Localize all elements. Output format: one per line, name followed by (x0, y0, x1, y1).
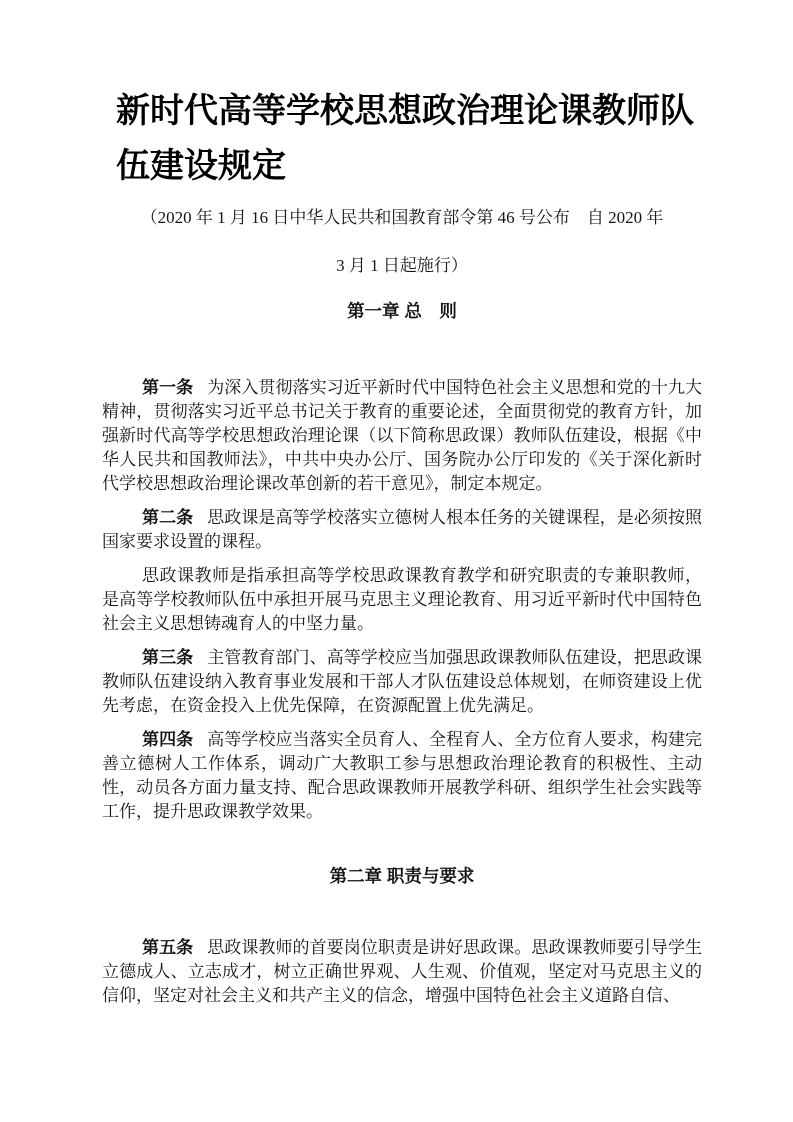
article-three-text: 主管教育部门、高等学校应当加强思政课教师队伍建设，把思政课教师队伍建设纳入教育事业发展和干部人才队伍建设总体规划，在师资建设上优先考虑，在资金投入上优先保障，在资源配置上优先满足。 (102, 648, 703, 715)
article-two-paragraph-two: 思政课教师是指承担高等学校思政课教育教学和研究职责的专兼职教师，是高等学校教师队伍中承担开展马克思主义理论教育、用习近平新时代中国特色社会主义思想铸魂育人的中坚力量。 (102, 566, 702, 633)
article-two-text: 思政课是高等学校落实立德树人根本任务的关键课程，是必须按照国家要求设置的课程。 (102, 508, 703, 551)
article-five-label: 第五条 (142, 938, 194, 957)
article-five (102, 936, 702, 1008)
article-one-label: 第一条 (142, 378, 194, 397)
article-three-label: 第三条 (142, 648, 194, 667)
chapter-two-heading: 第二章 职责与要求 (329, 866, 475, 886)
article-one (102, 376, 702, 496)
article-two-label: 第二条 (142, 508, 194, 527)
document-title: 新时代高等学校思想政治理论课教师队伍建设规定 (116, 93, 694, 185)
promulgation-note (102, 194, 702, 290)
chapter-one-heading: 第一章 总 则 (347, 301, 457, 321)
promulgation-line-2: 3 月 1 日起施行） (336, 256, 468, 275)
article-three (102, 646, 702, 718)
article-one-text: 为深入贯彻落实习近平新时代中国特色社会主义思想和党的十九大精神，贯彻落实习近平总书记关于教育的重要论述，全面贯彻党的教育方针，加强新时代高等学校思想政治理论课（以下简称思政课）教师队伍建设，根据《中华人民共和国教师法》，中共中央办公厅、国务院办公厅印发的《关于深化新时代学校思想政治理论课改革创新的若干意见》，制定本规定。 (102, 378, 703, 493)
article-five-text: 思政课教师的首要岗位职责是讲好思政课。思政课教师要引导学生立德成人、立志成才，树立正确世界观、人生观、价值观，坚定对马克思主义的信仰，坚定对社会主义和共产主义的信念，增强中国特色社会主义道路自信、 (102, 938, 703, 1005)
article-four (102, 728, 702, 824)
article-two (102, 506, 702, 554)
promulgation-line-1: （2020 年 1 月 16 日中华人民共和国教育部令第 46 号公布 自 2020 年 (140, 208, 664, 227)
article-four-label: 第四条 (142, 730, 194, 749)
article-four-text: 高等学校应当落实全员育人、全程育人、全方位育人要求，构建完善立德树人工作体系，调动广大教职工参与思想政治理论教育的积极性、主动性，动员各方面力量支持、配合思政课教师开展教学科研、组织学生社会实践等工作，提升思政课教学效果。 (102, 730, 703, 821)
